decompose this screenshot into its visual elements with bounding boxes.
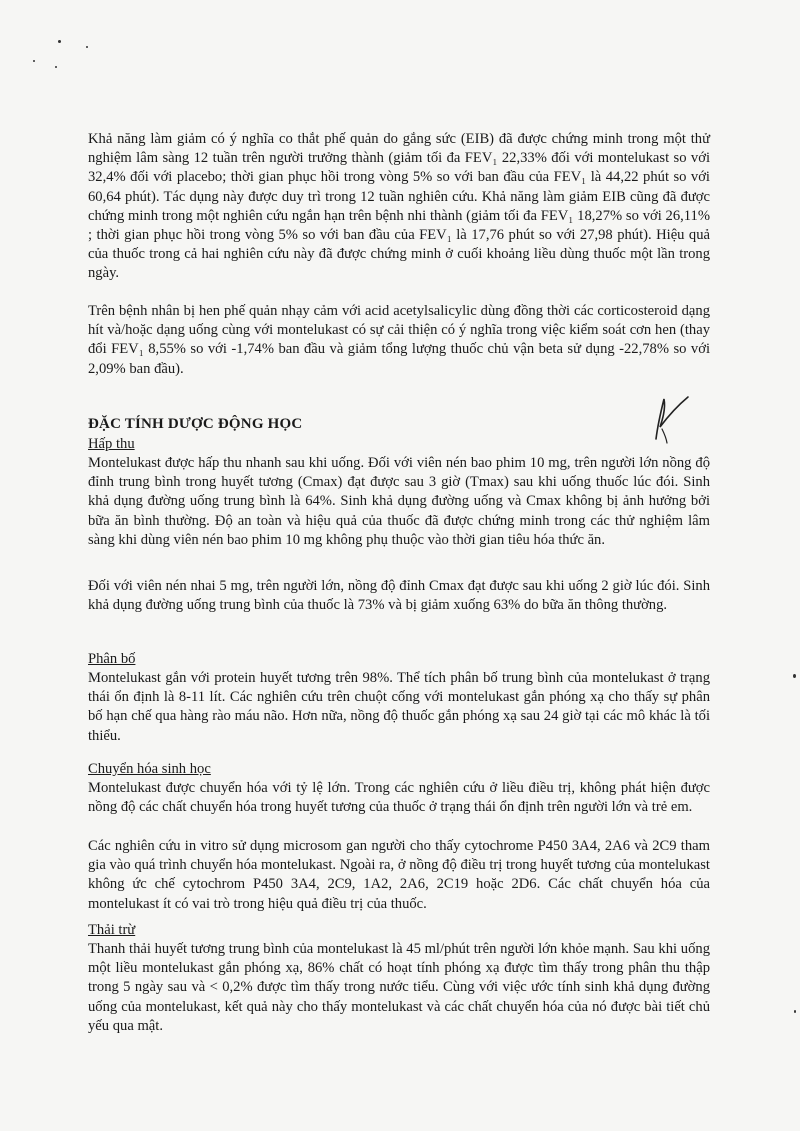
scan-speck	[55, 66, 57, 68]
scan-speck	[33, 60, 35, 62]
subheading-metabolism: Chuyển hóa sinh học	[88, 761, 211, 777]
paragraph-metabolism: Montelukast được chuyển hóa với tỷ lệ lớn. Trong các nghiên cứu ở liều điều trị, không phát hiện được nồng độ các chất chuyển hóa trong huyết tương của thuốc ở trạng thái ổn định trên người lớn và trẻ em.	[88, 780, 710, 816]
scan-speck	[86, 46, 88, 48]
paragraph-distribution: Montelukast gắn với protein huyết tương trên 98%. Thể tích phân bố trung bình của montelukast ở trạng thái ổn định là 8-11 lít. Các nghiên cứu trên chuột cống với montelukast gắn phóng xạ cho thấy sự phân bố hạn chế qua hàng rào máu não. Hơn nữa, nồng độ thuốc gắn phóng xạ sau 24 giờ tại các mô khác là tối thiểu.	[88, 670, 710, 744]
paragraph-eib: Khả năng làm giảm có ý nghĩa co thắt phế quản do gắng sức (EIB) đã được chứng minh trong một thử nghiệm lâm sàng 12 tuần trên người trưởng thành (giảm tối đa FEV₁ 22,33% đối với montelukast so với 32,4% đối với placebo; thời gian phục hồi trong vòng 5% so với ban đầu của FEV₁ là 44,22 phút so với 60,64 phút). Tác dụng này được duy trì trong 12 tuần nghiên cứu. Khả năng làm giảm EIB cũng đã được chứng minh trong một nghiên cứu ngắn hạn trên bệnh nhi thành (giảm tối đa FEV₁ 18,27% so với 26,11% ; thời gian phục hồi trong vòng 5% so với ban đầu của FEV₁ là 17,76 phút so với 27,98 phút). Hiệu quả của thuốc trong cả hai nghiên cứu này đã được chứng minh ở cuối khoảng liều dùng thuốc một lần trong ngày.	[88, 131, 710, 282]
subheading-elimination: Thải trừ	[88, 922, 136, 938]
section-heading: ĐẶC TÍNH DƯỢC ĐỘNG HỌC	[88, 416, 303, 432]
scan-speck	[794, 1010, 796, 1013]
paragraph-elimination: Thanh thải huyết tương trung bình của montelukast là 45 ml/phút trên người lớn khỏe mạnh. Sau khi uống một liều montelukast gắn phóng xạ, 86% chất có hoạt tính phóng xạ được tìm thấy trong phân thu thập trong 5 ngày sau và < 0,2% được tìm thấy trong nước tiểu. Cùng với việc ước tính sinh khả dụng đường uống của montelukast, kết quả này cho thấy montelukast và các chất chuyển hóa của nó được bài tiết chủ yếu qua mật.	[88, 941, 710, 1034]
subheading-absorption: Hấp thu	[88, 436, 135, 452]
paragraph-aspirin-asthma: Trên bệnh nhân bị hen phế quản nhạy cảm với acid acetylsalicylic dùng đồng thời các corticosteroid dạng hít và/hoặc dạng uống cùng với montelukast có sự cải thiện có ý nghĩa trong việc kiểm soát cơn hen (thay đổi FEV₁ 8,55% so với -1,74% ban đầu và giảm tổng lượng thuốc chủ vận beta sử dụng -22,78% so với 2,09% ban đầu).	[88, 303, 710, 377]
subheading-distribution: Phân bố	[88, 651, 136, 667]
paragraph-absorption: Montelukast được hấp thu nhanh sau khi uống. Đối với viên nén bao phim 10 mg, trên người lớn nồng độ đỉnh trung bình trong huyết tương (Cmax) đạt được sau 3 giờ (Tmax) sau khi uống thuốc lúc đói. Sinh khả dụng đường uống trung bình là 64%. Sinh khả dụng đường uống và Cmax không bị ảnh hưởng bởi bữa ăn bình thường. Độ an toàn và hiệu quả của thuốc đã được chứng minh trong các thử nghiệm lâm sàng khi dùng viên nén bao phim 10 mg không phụ thuộc vào thời gian tiêu hóa thức ăn.	[88, 455, 710, 548]
signature-mark	[648, 393, 694, 445]
scan-speck	[58, 40, 61, 43]
scan-speck	[793, 674, 796, 678]
paragraph-cytochrome: Các nghiên cứu in vitro sử dụng microsom gan người cho thấy cytochrome P450 3A4, 2A6 và 2C9 tham gia vào quá trình chuyển hóa montelukast. Ngoài ra, ở nồng độ điều trị trong huyết tương của montelukast không ức chế cytochrom P450 3A4, 2C9, 1A2, 2A6, 2C19 hoặc 2D6. Các chất chuyển hóa của montelukast ít có vai trò trong hiệu quả điều trị của thuốc.	[88, 838, 710, 912]
paragraph-chewable: Đối với viên nén nhai 5 mg, trên người lớn, nồng độ đỉnh Cmax đạt được sau khi uống 2 giờ lúc đói. Sinh khả dụng đường uống trung bình của thuốc là 73% và bị giảm xuống 63% do bữa ăn thông thường.	[88, 578, 710, 614]
